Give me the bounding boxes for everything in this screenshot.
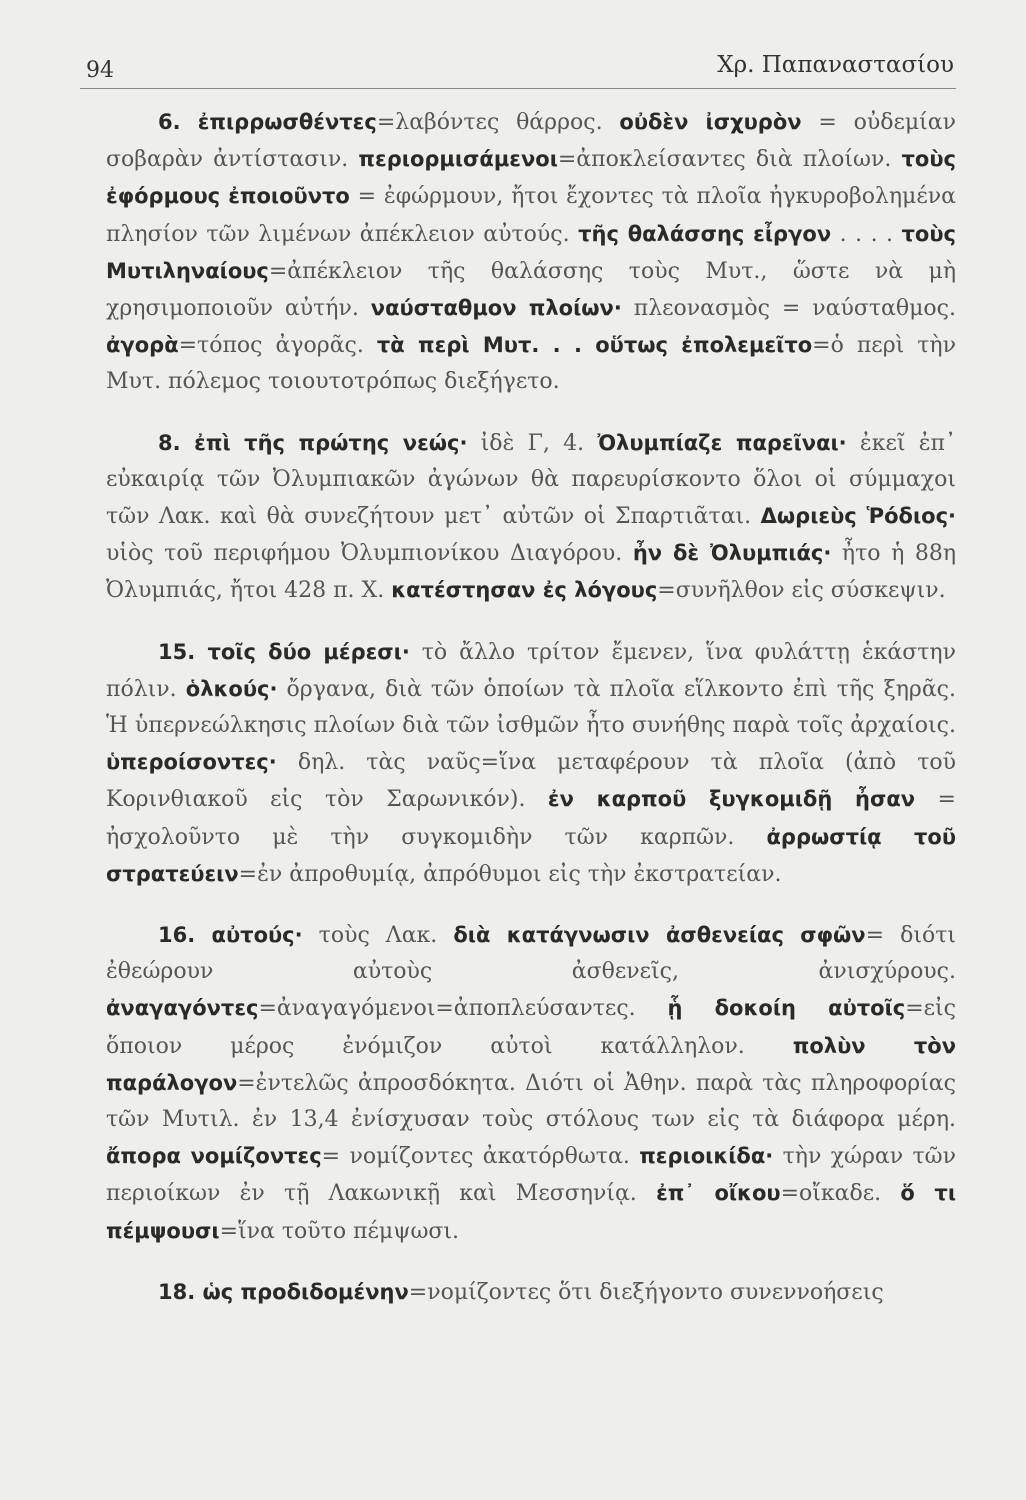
gloss-text: δηλ. τὰς ναῦς=ἵνα μεταφέρουν τὰ πλοῖα (ἀπὸ τοῦ Κορινθιακοῦ εἰς τὸν Σαρωνικόν). [106, 750, 956, 813]
lemma: 18. ὡς προδιδομένην [158, 1279, 409, 1304]
gloss-text: =ὁ περὶ τὴν Μυτ. πόλεμος τοιουτοτρόπως διεξήγετο. [106, 333, 956, 395]
gloss-text: = νομίζοντες ἀκατόρθωτα. [321, 1144, 640, 1170]
gloss-text: ἐκεῖ ἐπ᾽ εὐκαιρίᾳ τῶν Ὀλυμπιακῶν ἀγώνων θὰ παρευρίσκοντο ὅλοι οἱ σύμμαχοι τῶν Λακ. καὶ θὰ συνεζήτουν μετ᾽ αὐτῶν οἱ Σπαρτιᾶται. [106, 430, 956, 530]
gloss-text: =ἀποκλείσαντες διὰ πλοίων. [557, 147, 902, 173]
lemma: 6. ἐπιρρωσθέντες [158, 110, 377, 134]
lemma: κατέστησαν ἐς λόγους [391, 578, 658, 603]
lemma: ἀρρωστίᾳ τοῦ στρατεύειν [106, 824, 957, 886]
lemma: τῆς θαλάσσης εἶργον [578, 221, 832, 246]
commentary-paragraph [106, 425, 956, 610]
gloss-text: =ἵνα τοῦτο πέμψωσι. [219, 1218, 460, 1244]
gloss-text: τοὺς Λακ. [302, 923, 454, 949]
gloss-text: υἱὸς τοῦ περιφήμου Ὀλυμπιονίκου Διαγόρου. [106, 541, 633, 567]
gloss-text: ἦτο ἡ 88η Ὀλυμπιάς, ἤτοι 428 π. Χ. [106, 541, 957, 604]
lemma: Δωριεὺς Ῥόδιος· [760, 504, 956, 529]
lemma: τοὺς ἐφόρμους ἐποιοῦντο [106, 147, 956, 209]
commentary-paragraph [106, 917, 956, 1250]
gloss-text: . . . . [831, 221, 902, 247]
lemma: ἦν δὲ Ὀλυμπιάς· [632, 541, 832, 566]
gloss-text: τὴν χώραν τῶν περιοίκων ἐν τῇ Λακωνικῇ καὶ Μεσσηνίᾳ. [106, 1144, 956, 1207]
gloss-text: =ἀπέκλειον τῆς θαλάσσης τοὺς Μυτ., ὥστε νὰ μὴ χρησιμοποιοῦν αὐτήν. [106, 258, 956, 322]
gloss-text: = ἠσχολοῦντο μὲ τὴν συγκομιδὴν τῶν καρπῶν. [106, 787, 956, 850]
lemma: ὁλκούς· [185, 676, 278, 701]
lemma: περιοικίδα· [639, 1144, 774, 1169]
gloss-text: = ἐφώρμουν, ἤτοι ἔχοντες τὰ πλοῖα ἠγκυροβολημένα πλησίον τῶν λιμένων ἀπέκλειον αὐτούς. [106, 184, 956, 247]
gloss-text: =οἴκαδε. [780, 1181, 901, 1207]
gloss-text: = οὐδεμίαν σοβαρὰν ἀντίστασιν. [106, 110, 956, 173]
lemma: τοὺς Μυτιληναίους [106, 221, 956, 283]
lemma: οὐδὲν ἰσχυρὸν [619, 110, 802, 134]
lemma: πολὺν τὸν παράλογον [106, 1033, 956, 1095]
gloss-text: =νομίζοντες ὅτι διεξήγοντο συνεννοήσεις [408, 1279, 884, 1305]
gloss-text: ἰδὲ Γ, 4. [467, 430, 598, 456]
gloss-text: τὸ ἄλλο τρίτον ἔμενεν, ἵνα φυλάττῃ ἑκάστην πόλιν. [106, 639, 956, 702]
page-number: 94 [86, 58, 114, 83]
lemma: ὑπεροίσοντες· [106, 750, 277, 775]
lemma: ἄπορα νομίζοντες [106, 1144, 322, 1169]
lemma: 16. αὐτούς· [158, 923, 303, 948]
gloss-text: πλεονασμὸς = ναύσταθμος. [621, 296, 956, 322]
running-head: Χρ. Παπαναστασίου [717, 52, 954, 78]
lemma: ᾗ δοκοίη αὐτοῖς [667, 996, 906, 1021]
gloss-text: =συνῆλθον εἰς σύσκεψιν. [657, 578, 946, 604]
commentary-paragraph [106, 104, 956, 401]
lemma: ἀγορὰ [106, 333, 179, 358]
gloss-text: =ἐν ἀπροθυμίᾳ, ἀπρόθυμοι εἰς τὴν ἐκστρατείαν. [238, 861, 782, 887]
lemma: τὰ περὶ Μυτ. . . οὕτως ἐπολεμεῖτο [376, 333, 813, 358]
gloss-text: =ἀναγαγόμενοι=ἀποπλεύσαντες. [258, 996, 668, 1022]
lemma: ἐπ᾽ οἴκου [656, 1181, 781, 1206]
gloss-text: =εἰς ὅποιον μέρος ἐνόμιζον αὐτοὶ κατάλληλον. [106, 996, 956, 1059]
lemma: ὅ τι πέμψουσι [106, 1181, 956, 1243]
gloss-text: =ἐντελῶς ἀπροσδόκητα. Διότι οἱ Ἀθην. παρὰ τὰς πληροφορίας τῶν Μυτιλ. ἐν 13,4 ἐνίσχυσαν τοὺς στόλους των εἰς τὰ διάφορα μέρη. [106, 1070, 956, 1133]
lemma: 15. τοῖς δύο μέρεσι· [158, 639, 410, 664]
lemma: περιορμισάμενοι [358, 147, 558, 172]
gloss-text: =τόπος ἀγορᾶς. [178, 333, 377, 359]
gloss-text: = διότι ἐθεώρουν αὐτοὺς ἀσθενεῖς, ἀνισχύρους. [106, 923, 956, 985]
commentary-body [106, 104, 956, 1311]
gloss-text: ὄργανα, διὰ τῶν ὁποίων τὰ πλοῖα εἵλκοντο ἐπὶ τῆς ξηρᾶς. Ἡ ὑπερνεώλκησις πλοίων διὰ τῶν ἰσθμῶν ἦτο συνήθης παρὰ τοῖς ἀρχαίοις. [106, 676, 956, 739]
lemma: ναύσταθμον πλοίων· [370, 296, 622, 321]
lemma: Ὀλυμπίαζε παρεῖναι· [597, 430, 847, 455]
lemma: 8. ἐπὶ τῆς πρώτης νεώς· [158, 430, 468, 455]
lemma: διὰ κατάγνωσιν ἀσθενείας σφῶν [453, 923, 866, 948]
page-header [80, 50, 956, 89]
commentary-paragraph [106, 1274, 956, 1311]
commentary-paragraph [106, 634, 956, 893]
lemma: ἀναγαγόντες [106, 996, 259, 1021]
lemma: ἐν καρποῦ ξυγκομιδῇ ἦσαν [547, 787, 916, 812]
gloss-text: =λαβόντες θάρρος. [376, 110, 620, 135]
